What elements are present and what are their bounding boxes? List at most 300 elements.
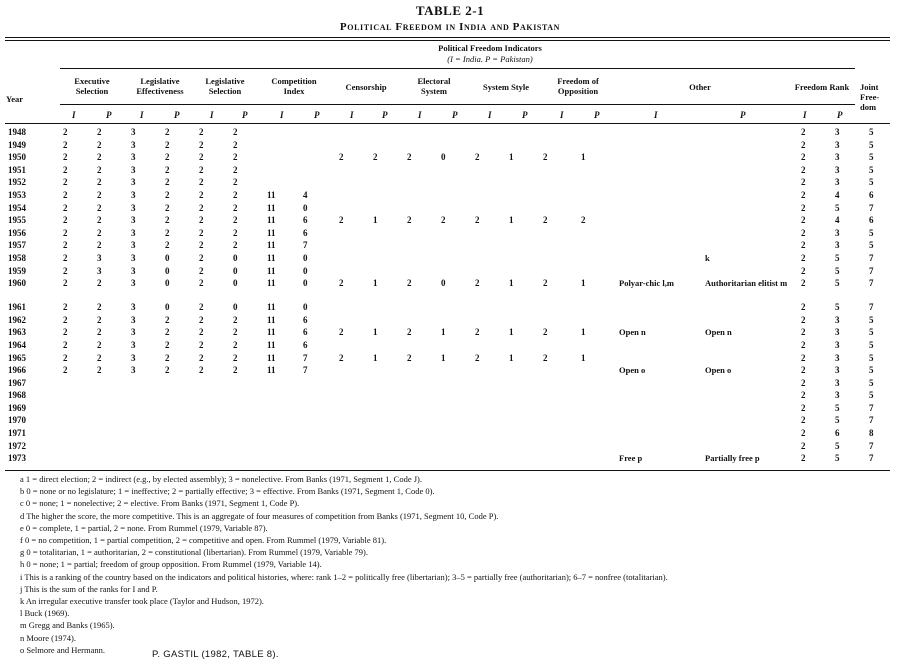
table-cell	[199, 452, 233, 465]
table-cell: 1	[373, 327, 378, 338]
table-cell	[475, 452, 509, 465]
table-cell: 2	[801, 164, 806, 175]
year-cell: 1969	[8, 402, 26, 413]
table-cell: 2	[165, 240, 170, 251]
table-cell	[543, 227, 581, 240]
table-cell	[705, 239, 801, 252]
table-cell	[543, 377, 581, 390]
table-cell	[339, 301, 373, 314]
table-cell: 2	[199, 339, 204, 350]
table-row	[8, 239, 899, 252]
year-cell: 1964	[8, 339, 26, 350]
table-cell	[509, 252, 543, 265]
table-cell	[441, 227, 475, 240]
table-cell	[581, 427, 619, 440]
table-cell	[441, 126, 475, 139]
table-cell: 2	[63, 339, 68, 350]
table-cell	[63, 452, 97, 465]
table-cell	[63, 389, 97, 402]
table-cell: 3	[131, 278, 136, 289]
table-cell	[441, 402, 475, 415]
table-cell	[373, 139, 407, 152]
table-cell: 3	[835, 127, 840, 137]
table-cell: 2	[801, 440, 806, 451]
table-cell	[581, 301, 619, 314]
table-cell: 5	[835, 265, 840, 276]
table-cell	[543, 452, 581, 465]
table-cell: 2	[801, 327, 806, 338]
table-row	[8, 164, 899, 177]
table-cell	[475, 301, 509, 314]
table-cell	[407, 314, 441, 327]
table-cell: 3	[835, 339, 840, 350]
table-cell: 6	[869, 215, 874, 226]
table-cell: 2	[407, 327, 412, 338]
sub-P: P	[174, 110, 180, 120]
footnote: g 0 = totalitarian, 1 = authoritarian, 2 = constitutional (libertarian). From Rummel (1979, Variable 79).	[20, 547, 369, 558]
table-cell	[509, 202, 543, 215]
table-cell: 2	[233, 352, 238, 363]
col-exec: Executive Selection	[74, 76, 110, 96]
table-cell	[509, 239, 543, 252]
table-cell: 0	[233, 265, 238, 276]
table-cell	[441, 176, 475, 189]
table-cell	[303, 414, 339, 427]
table-cell: 11	[267, 339, 276, 350]
table-cell: k	[705, 252, 710, 263]
table-cell	[407, 239, 441, 252]
table-cell	[509, 364, 543, 377]
table-cell: 2	[801, 352, 806, 363]
table-cell	[619, 314, 705, 327]
table-cell	[303, 139, 339, 152]
table-cell: 3	[131, 252, 136, 263]
table-cell: 2	[63, 240, 68, 251]
table-cell: 3	[835, 365, 840, 376]
table-cell	[441, 239, 475, 252]
table-cell: 2	[199, 352, 204, 363]
table-cell	[543, 402, 581, 415]
table-cell: 2	[233, 215, 238, 226]
table-cell: 5	[835, 440, 840, 451]
table-cell	[475, 414, 509, 427]
table-cell	[267, 427, 303, 440]
table-cell	[339, 389, 373, 402]
table-cell	[441, 139, 475, 152]
year-cell: 1967	[8, 377, 26, 388]
table-cell: 11	[267, 302, 276, 313]
table-cell: 2	[63, 227, 68, 238]
table-cell	[619, 301, 705, 314]
year-cell: 1966	[8, 365, 26, 376]
table-cell	[407, 339, 441, 352]
year-cell: 1957	[8, 240, 26, 251]
table-cell: 5	[835, 202, 840, 213]
table-cell	[705, 151, 801, 164]
table-cell	[581, 339, 619, 352]
table-row	[8, 314, 899, 327]
table-cell: 2	[165, 152, 170, 163]
table-cell: Open o	[619, 365, 646, 376]
table-cell	[131, 402, 165, 415]
table-cell	[373, 402, 407, 415]
table-cell	[441, 364, 475, 377]
table-cell	[475, 252, 509, 265]
table-cell	[619, 414, 705, 427]
table-cell: 0	[165, 302, 170, 313]
year-cell: 1968	[8, 390, 26, 401]
table-cell: 6	[303, 227, 308, 238]
table-cell	[303, 427, 339, 440]
table-cell	[705, 164, 801, 177]
table-cell	[407, 202, 441, 215]
table-cell: 11	[267, 327, 276, 338]
footnote: a 1 = direct election; 2 = indirect (e.g., by elected assembly); 3 = nonelective. From Banks (1971, Segment 1, Code J).	[20, 474, 422, 484]
table-cell: 2	[97, 127, 102, 137]
footnote: c 0 = none; 1 = nonelective; 2 = elective. From Banks (1971, Segment 1, Code P).	[20, 498, 300, 509]
table-cell	[407, 402, 441, 415]
table-cell: 3	[131, 202, 136, 213]
table-cell	[705, 301, 801, 314]
table-cell	[407, 176, 441, 189]
table-cell: 3	[97, 252, 102, 263]
table-cell	[475, 364, 509, 377]
col-opp: Freedom of Opposition	[557, 76, 599, 96]
table-cell	[581, 126, 619, 139]
table-cell: 2	[63, 215, 68, 226]
table-cell: 1	[373, 215, 378, 226]
table-cell: 2	[801, 139, 806, 150]
table-cell	[267, 389, 303, 402]
table-cell	[581, 227, 619, 240]
table-cell	[543, 339, 581, 352]
table-cell: 2	[63, 302, 68, 313]
table-cell: 2	[199, 265, 204, 276]
table-cell	[407, 452, 441, 465]
table-cell	[267, 402, 303, 415]
table-cell	[97, 377, 131, 390]
table-cell: 2	[97, 327, 102, 338]
sub-P: P	[522, 110, 528, 120]
table-cell: Open n	[705, 327, 732, 338]
year-cell: 1965	[8, 352, 26, 363]
table-cell	[63, 414, 97, 427]
table-cell	[509, 139, 543, 152]
table-cell: 11	[267, 240, 276, 251]
table-cell: 2	[199, 227, 204, 238]
table-cell: 2	[97, 240, 102, 251]
table-cell: 2	[63, 252, 68, 263]
year-cell: 1963	[8, 327, 26, 338]
table-cell: 0	[233, 302, 238, 313]
sub-P: P	[106, 110, 112, 120]
table-cell: 2	[199, 152, 204, 163]
table-cell: 2	[97, 278, 102, 289]
table-cell	[475, 164, 509, 177]
table-cell: 2	[165, 339, 170, 350]
table-cell	[199, 389, 233, 402]
table-cell	[373, 227, 407, 240]
footnote: m Gregg and Banks (1965).	[20, 620, 115, 631]
table-cell: 2	[233, 339, 238, 350]
table-cell: 11	[267, 227, 276, 238]
table-row	[8, 414, 899, 427]
table-cell	[165, 402, 199, 415]
table-cell	[303, 389, 339, 402]
year-cell: 1951	[8, 164, 26, 175]
sub-P: P	[837, 110, 843, 120]
table-cell	[543, 414, 581, 427]
table-row	[8, 139, 899, 152]
table-cell	[475, 339, 509, 352]
table-cell	[233, 414, 267, 427]
col-lsel: Legislative Selection	[205, 76, 245, 96]
table-cell: 2	[199, 164, 204, 175]
table-cell: Open o	[705, 365, 732, 376]
year-cell: 1952	[8, 177, 26, 188]
table-row	[8, 214, 899, 227]
table-cell: 2	[475, 215, 480, 226]
table-cell: 2	[165, 127, 170, 137]
table-cell: 5	[869, 339, 874, 350]
table-cell	[441, 164, 475, 177]
table-cell	[581, 189, 619, 202]
table-cell: 5	[835, 402, 840, 413]
table-cell: 3	[835, 139, 840, 150]
table-cell	[619, 189, 705, 202]
table-cell: 2	[339, 215, 344, 226]
table-cell: 2	[63, 152, 68, 163]
table-cell	[233, 389, 267, 402]
table-cell	[407, 252, 441, 265]
table-cell	[373, 126, 407, 139]
table-row	[8, 402, 899, 415]
table-cell	[619, 427, 705, 440]
table-cell: 3	[835, 390, 840, 401]
table-cell	[543, 189, 581, 202]
table-cell: 2	[165, 227, 170, 238]
table-cell: 2	[63, 265, 68, 276]
table-cell: 3	[131, 365, 136, 376]
table-cell	[705, 265, 801, 278]
table-cell: 2	[63, 189, 68, 200]
table-cell	[373, 377, 407, 390]
table-cell: 1	[581, 352, 586, 363]
table-cell: 2	[97, 352, 102, 363]
year-cell: 1970	[8, 415, 26, 426]
data-table	[8, 126, 899, 465]
table-cell	[475, 202, 509, 215]
table-cell: 2	[97, 314, 102, 325]
table-cell: 2	[801, 390, 806, 401]
table-cell	[407, 389, 441, 402]
footnote: f 0 = no competition, 1 = partial competition, 2 = competitive and open. From Rummel (1979, Variable 81).	[20, 535, 387, 545]
table-cell: 2	[801, 227, 806, 238]
table-cell: 2	[97, 215, 102, 226]
table-cell	[619, 164, 705, 177]
table-cell	[407, 440, 441, 453]
table-cell: 0	[303, 202, 308, 213]
table-cell	[581, 414, 619, 427]
table-subtitle: Political Freedom in India and Pakistan	[339, 21, 561, 33]
sub-I: I	[418, 110, 422, 120]
table-cell: 2	[97, 152, 102, 163]
table-cell	[165, 452, 199, 465]
table-cell: 2	[801, 278, 806, 289]
table-cell	[619, 377, 705, 390]
table-cell	[581, 314, 619, 327]
year-cell: 1953	[8, 189, 26, 200]
table-cell: Polyar-chic l,m	[619, 278, 674, 289]
table-cell: 7	[303, 365, 308, 376]
table-cell: 3	[131, 152, 136, 163]
table-cell	[705, 414, 801, 427]
table-cell	[233, 440, 267, 453]
year-cell: 1961	[8, 302, 26, 313]
table-cell: 2	[199, 365, 204, 376]
table-cell: 2	[63, 127, 68, 137]
table-cell: 2	[801, 177, 806, 188]
table-cell	[267, 440, 303, 453]
table-cell	[303, 151, 339, 164]
table-cell	[373, 202, 407, 215]
table-cell	[705, 352, 801, 365]
sub-I: I	[72, 110, 76, 120]
table-cell	[619, 176, 705, 189]
table-cell	[509, 339, 543, 352]
table-cell: 5	[869, 327, 874, 338]
year-cell: 1949	[8, 139, 26, 150]
table-cell: 3	[131, 227, 136, 238]
table-cell: 2	[801, 428, 806, 439]
table-cell: 3	[131, 314, 136, 325]
table-cell	[509, 227, 543, 240]
table-row	[8, 339, 899, 352]
table-cell	[407, 126, 441, 139]
table-cell: 3	[835, 240, 840, 251]
table-cell	[267, 414, 303, 427]
table-cell	[581, 139, 619, 152]
sub-P: P	[314, 110, 320, 120]
table-cell: 0	[441, 278, 446, 289]
table-cell: 1	[509, 152, 514, 163]
table-cell	[131, 452, 165, 465]
table-cell: 2	[801, 377, 806, 388]
table-cell	[475, 377, 509, 390]
year-cell: 1960	[8, 278, 26, 289]
table-cell: 2	[165, 352, 170, 363]
table-cell: 4	[835, 189, 840, 200]
table-cell	[705, 214, 801, 227]
table-cell	[233, 427, 267, 440]
table-cell: 2	[165, 215, 170, 226]
table-cell: 2	[165, 327, 170, 338]
table-cell: 2	[199, 252, 204, 263]
year-cell: 1959	[8, 265, 26, 276]
table-cell: 1	[509, 327, 514, 338]
table-cell	[543, 126, 581, 139]
table-cell: 3	[131, 302, 136, 313]
table-cell	[441, 301, 475, 314]
footnote: d The higher the score, the more competitive. This is an aggregate of four measures of competition from Banks (1971, Segment 10, Code P).	[20, 510, 499, 521]
table-cell: 0	[303, 252, 308, 263]
table-cell	[233, 377, 267, 390]
table-cell: 3	[131, 177, 136, 188]
table-cell: 2	[97, 302, 102, 313]
table-row	[8, 352, 899, 365]
table-cell: 2	[199, 278, 204, 289]
table-cell	[267, 151, 303, 164]
table-cell: 2	[801, 215, 806, 226]
table-cell: 2	[165, 202, 170, 213]
table-cell	[475, 440, 509, 453]
table-cell: 2	[199, 202, 204, 213]
table-cell	[303, 176, 339, 189]
footnote: j This is the sum of the ranks for I and P.	[20, 583, 158, 594]
table-cell	[581, 377, 619, 390]
table-cell: 2	[165, 189, 170, 200]
table-cell: 2	[233, 164, 238, 175]
table-cell	[441, 265, 475, 278]
table-cell	[441, 440, 475, 453]
table-title: TABLE 2-1	[415, 3, 485, 18]
table-cell	[303, 402, 339, 415]
table-cell: 4	[835, 215, 840, 226]
table-cell	[619, 151, 705, 164]
table-cell	[441, 339, 475, 352]
table-cell: 7	[869, 252, 874, 263]
table-cell: 3	[835, 227, 840, 238]
table-cell: 11	[267, 189, 276, 200]
table-cell	[373, 414, 407, 427]
table-cell	[543, 265, 581, 278]
table-cell	[543, 176, 581, 189]
table-cell	[339, 176, 373, 189]
table-cell	[705, 202, 801, 215]
table-cell: 2	[97, 139, 102, 150]
table-cell	[339, 189, 373, 202]
table-cell	[705, 176, 801, 189]
table-cell: 2	[801, 415, 806, 426]
sub-I: I	[280, 110, 284, 120]
table-cell: 1	[509, 215, 514, 226]
table-row	[8, 452, 899, 465]
table-cell: 7	[869, 202, 874, 213]
table-cell: 2	[475, 327, 480, 338]
table-cell	[339, 440, 373, 453]
table-cell	[543, 164, 581, 177]
table-cell	[407, 227, 441, 240]
year-cell: 1954	[8, 202, 26, 213]
table-cell	[97, 452, 131, 465]
table-cell: 2	[475, 152, 480, 163]
table-cell: 2	[339, 352, 344, 363]
table-cell	[339, 202, 373, 215]
table-cell	[581, 389, 619, 402]
table-cell	[619, 402, 705, 415]
col-elec: Electoral System	[417, 76, 451, 96]
table-cell	[475, 176, 509, 189]
table-cell: 3	[97, 265, 102, 276]
year-cell: 1958	[8, 252, 26, 263]
table-cell	[407, 414, 441, 427]
table-cell: 1	[441, 327, 446, 338]
table-cell: 2	[63, 177, 68, 188]
table-cell: 2	[233, 139, 238, 150]
table-cell	[303, 164, 339, 177]
table-cell	[373, 452, 407, 465]
table-cell	[509, 440, 543, 453]
